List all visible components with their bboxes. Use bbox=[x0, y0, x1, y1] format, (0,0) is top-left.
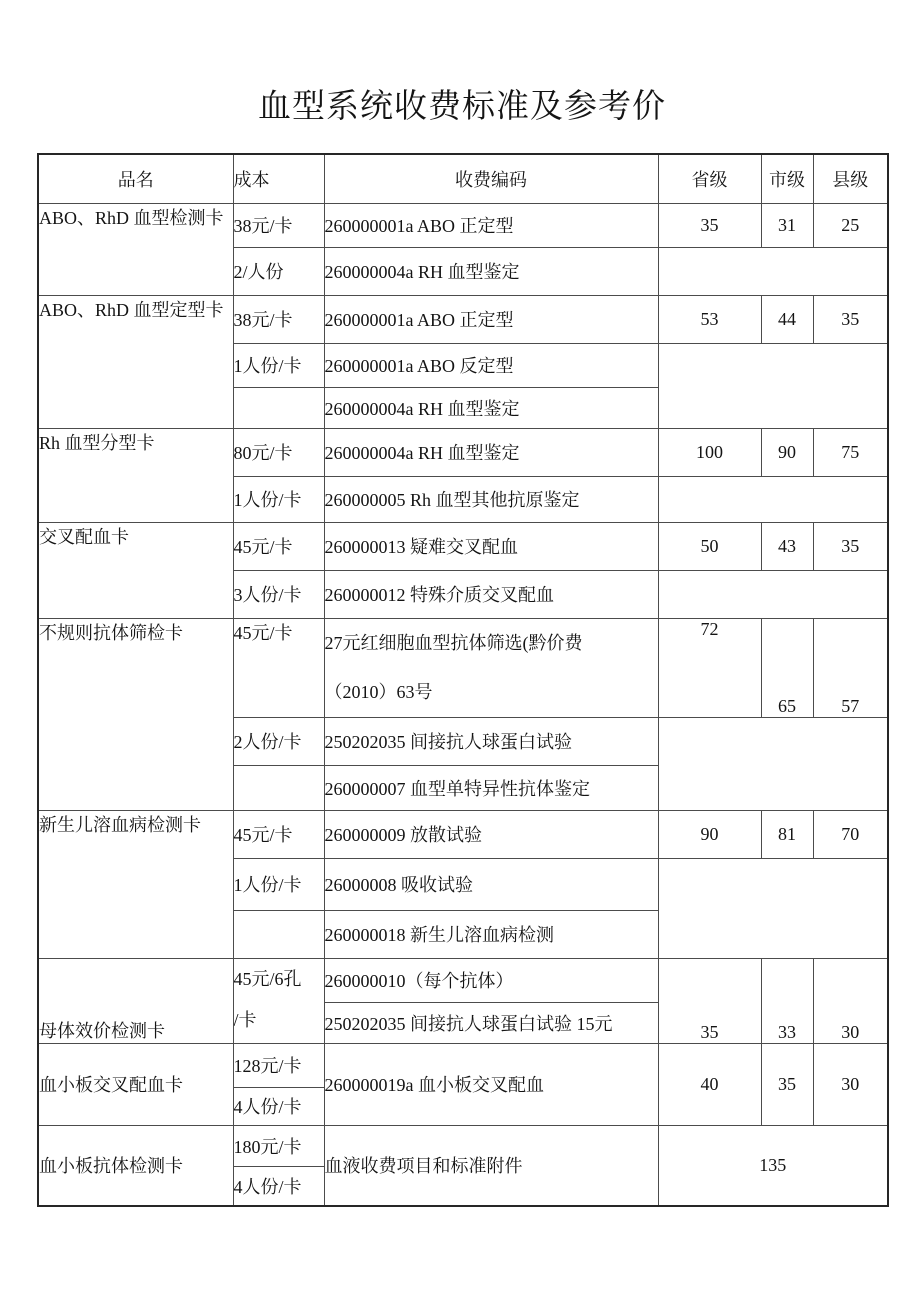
product-name-cell: 不规则抗体筛检卡 bbox=[38, 618, 233, 810]
code-cell: 260000001a ABO 正定型 bbox=[324, 203, 658, 247]
price-provincial-cell: 53 bbox=[658, 295, 761, 343]
table-row bbox=[38, 428, 888, 476]
table-row bbox=[38, 203, 888, 247]
header-county: 县级 bbox=[813, 154, 888, 203]
price-county-cell: 57 bbox=[813, 618, 888, 717]
empty-cell bbox=[658, 343, 888, 428]
price-provincial-cell: 40 bbox=[658, 1043, 761, 1125]
price-city-cell: 33 bbox=[761, 958, 813, 1043]
code-cell: 260000004a RH 血型鉴定 bbox=[324, 247, 658, 295]
price-provincial-cell: 100 bbox=[658, 428, 761, 476]
price-county-cell: 25 bbox=[813, 203, 888, 247]
price-county-cell: 70 bbox=[813, 810, 888, 858]
header-code: 收费编码 bbox=[324, 154, 658, 203]
cost-cell: 1人份/卡 bbox=[233, 858, 324, 910]
code-cell: 260000009 放散试验 bbox=[324, 810, 658, 858]
product-name-cell: 血小板交叉配血卡 bbox=[38, 1043, 233, 1125]
cost-cell: 45元/卡 bbox=[233, 618, 324, 717]
cost-cell: 180元/卡 bbox=[233, 1125, 324, 1166]
page-title: 血型系统收费标准及参考价 bbox=[258, 89, 666, 125]
cost-cell: 1人份/卡 bbox=[233, 476, 324, 522]
cost-cell: 3人份/卡 bbox=[233, 570, 324, 618]
cost-cell: 45元/卡 bbox=[233, 522, 324, 570]
code-cell: 260000001a ABO 正定型 bbox=[324, 295, 658, 343]
code-cell: 260000013 疑难交叉配血 bbox=[324, 522, 658, 570]
table-row bbox=[38, 1043, 888, 1087]
table-row bbox=[38, 810, 888, 858]
code-cell: 血液收费项目和标准附件 bbox=[324, 1125, 658, 1206]
product-name-cell: ABO、RhD 血型检测卡 bbox=[38, 203, 233, 295]
code-cell: 26000008 吸收试验 bbox=[324, 858, 658, 910]
code-line-1: 27元红细胞血型抗体筛选(黔价费 bbox=[324, 632, 583, 653]
empty-cell bbox=[658, 858, 888, 958]
product-name-cell: Rh 血型分型卡 bbox=[38, 428, 233, 522]
code-cell: 260000004a RH 血型鉴定 bbox=[324, 428, 658, 476]
table-row bbox=[38, 1125, 888, 1166]
price-provincial-cell: 35 bbox=[658, 203, 761, 247]
price-city-cell: 35 bbox=[761, 1043, 813, 1125]
cost-cell: 38元/卡 bbox=[233, 203, 324, 247]
cost-cell bbox=[233, 910, 324, 958]
code-cell: 260000018 新生儿溶血病检测 bbox=[324, 910, 658, 958]
cost-cell bbox=[233, 765, 324, 810]
fee-table bbox=[37, 153, 889, 1207]
cost-cell: 4人份/卡 bbox=[233, 1166, 324, 1206]
price-merged-cell: 135 bbox=[658, 1125, 888, 1206]
code-cell: 260000019a 血小板交叉配血 bbox=[324, 1043, 658, 1125]
table-row bbox=[38, 522, 888, 570]
code-cell: 260000007 血型单特异性抗体鉴定 bbox=[324, 765, 658, 810]
code-cell: 250202035 间接抗人球蛋白试验 15元 bbox=[324, 1002, 658, 1043]
price-city-cell: 90 bbox=[761, 428, 813, 476]
price-provincial-cell: 50 bbox=[658, 522, 761, 570]
price-provincial-cell: 35 bbox=[658, 958, 761, 1043]
code-cell: 260000012 特殊介质交叉配血 bbox=[324, 570, 658, 618]
code-line-2: （2010）63号 bbox=[324, 681, 433, 702]
price-county-cell: 30 bbox=[813, 958, 888, 1043]
cost-line-2: /卡 bbox=[233, 1009, 257, 1030]
code-cell: 260000010（每个抗体） bbox=[324, 958, 658, 1002]
header-city: 市级 bbox=[761, 154, 813, 203]
table-row bbox=[38, 295, 888, 343]
code-cell bbox=[324, 618, 658, 717]
price-city-cell: 31 bbox=[761, 203, 813, 247]
header-row bbox=[38, 154, 888, 203]
empty-cell bbox=[658, 570, 888, 618]
price-city-cell: 44 bbox=[761, 295, 813, 343]
cost-cell: 38元/卡 bbox=[233, 295, 324, 343]
cost-cell bbox=[233, 958, 324, 1043]
table-row bbox=[38, 958, 888, 1002]
cost-cell: 4人份/卡 bbox=[233, 1087, 324, 1125]
price-provincial-cell: 72 bbox=[658, 618, 761, 717]
cost-cell: 45元/卡 bbox=[233, 810, 324, 858]
empty-cell bbox=[658, 717, 888, 810]
code-cell: 250202035 间接抗人球蛋白试验 bbox=[324, 717, 658, 765]
product-name-cell: 新生儿溶血病检测卡 bbox=[38, 810, 233, 958]
table-row bbox=[38, 618, 888, 717]
product-name-cell: ABO、RhD 血型定型卡 bbox=[38, 295, 233, 428]
cost-cell bbox=[233, 387, 324, 428]
cost-cell: 2人份/卡 bbox=[233, 717, 324, 765]
empty-cell bbox=[658, 476, 888, 522]
product-name-cell: 母体效价检测卡 bbox=[38, 958, 233, 1043]
price-county-cell: 30 bbox=[813, 1043, 888, 1125]
code-cell: 260000004a RH 血型鉴定 bbox=[324, 387, 658, 428]
header-cost: 成本 bbox=[233, 154, 324, 203]
cost-line-1: 45元/6孔 bbox=[233, 968, 302, 989]
cost-cell: 80元/卡 bbox=[233, 428, 324, 476]
cost-cell: 2/人份 bbox=[233, 247, 324, 295]
price-city-cell: 81 bbox=[761, 810, 813, 858]
price-county-cell: 75 bbox=[813, 428, 888, 476]
price-county-cell: 35 bbox=[813, 522, 888, 570]
code-cell: 260000005 Rh 血型其他抗原鉴定 bbox=[324, 476, 658, 522]
cost-cell: 1人份/卡 bbox=[233, 343, 324, 387]
product-name-cell: 血小板抗体检测卡 bbox=[38, 1125, 233, 1206]
product-name-cell: 交叉配血卡 bbox=[38, 522, 233, 618]
code-cell: 260000001a ABO 反定型 bbox=[324, 343, 658, 387]
header-provincial: 省级 bbox=[658, 154, 761, 203]
empty-cell bbox=[658, 247, 888, 295]
header-name: 品名 bbox=[38, 154, 233, 203]
price-provincial-cell: 90 bbox=[658, 810, 761, 858]
price-city-cell: 65 bbox=[761, 618, 813, 717]
price-city-cell: 43 bbox=[761, 522, 813, 570]
price-county-cell: 35 bbox=[813, 295, 888, 343]
cost-cell: 128元/卡 bbox=[233, 1043, 324, 1087]
